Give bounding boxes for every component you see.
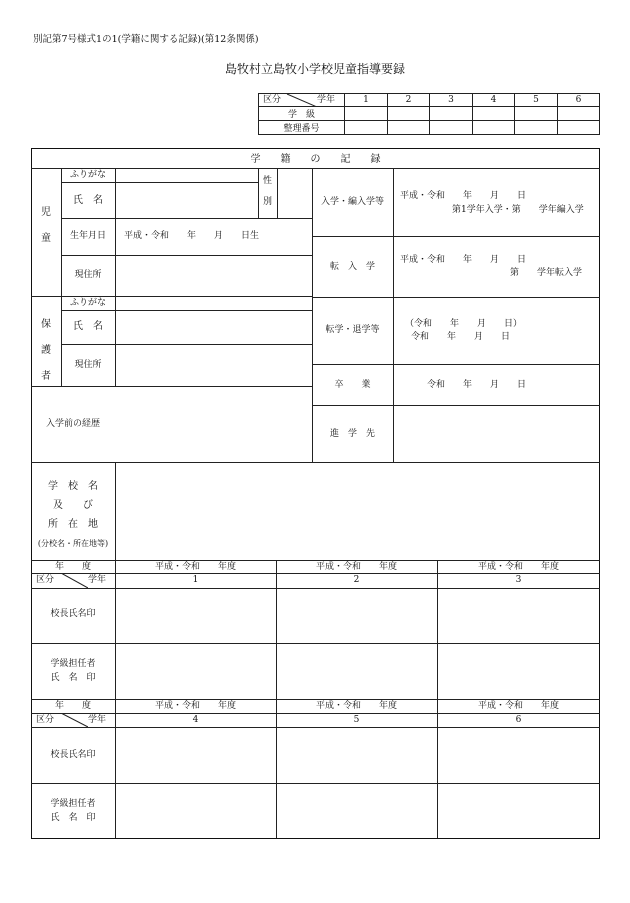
- admission-date: 平成・令和 年 月 日: [400, 191, 527, 201]
- number-cell[interactable]: [430, 121, 473, 135]
- sex-label-1: 性: [262, 176, 272, 186]
- number-cell[interactable]: [388, 121, 430, 135]
- kubun-label: 区分: [36, 575, 55, 585]
- child-name-label: 氏 名: [73, 195, 103, 206]
- grade-header: 4: [473, 94, 515, 107]
- teacher-label-line2: 氏 名 印: [50, 813, 96, 823]
- school-name-label: 学 校 名: [48, 481, 98, 492]
- gakunen-label: 学年: [317, 95, 336, 105]
- school-and-label: 及 び: [53, 500, 93, 511]
- transfer-out-label: 転学・退学等: [325, 325, 380, 335]
- year-label-2: 年 度: [54, 701, 91, 711]
- number-cell[interactable]: [345, 121, 388, 135]
- admission-label: 入学・編入学等: [320, 197, 384, 207]
- number-row-label: 整理番号: [259, 121, 345, 135]
- transfer-out-date-1: （令和 年 月 日）: [405, 319, 523, 329]
- transfer-in-label: 転 入 学: [329, 262, 375, 272]
- record-frame: [31, 148, 600, 839]
- transfer-in-grade: 第 学年転入学: [510, 268, 583, 278]
- number-cell[interactable]: [515, 121, 558, 135]
- teacher-label-line1: 学級担任者: [50, 799, 96, 809]
- class-cell[interactable]: [345, 107, 388, 121]
- gakunen-label: 学年: [88, 715, 107, 725]
- grade-header: 2: [388, 94, 430, 107]
- gakunen-label: 学年: [88, 575, 107, 585]
- page-title: 島牧村立島牧小学校児童指導要録: [224, 62, 405, 76]
- number-cell[interactable]: [473, 121, 515, 135]
- kubun-label: 区分: [36, 715, 55, 725]
- year-value: 平成・令和 年度: [315, 701, 397, 711]
- grade-number: 4: [192, 715, 199, 725]
- year-value: 平成・令和 年度: [477, 701, 559, 711]
- guardian-name-label: 氏 名: [73, 321, 103, 332]
- grade-number: 6: [515, 715, 522, 725]
- child-label: 児 童: [41, 207, 51, 244]
- child-furigana-label: ふりがな: [69, 170, 106, 180]
- guardian-label: 保 護 者: [41, 319, 51, 382]
- transfer-out-date-2: 令和 年 月 日: [411, 332, 511, 342]
- principal-seal-label: 校長氏名印: [50, 609, 96, 619]
- year-value: 平成・令和 年度: [154, 562, 236, 572]
- grade-number: 5: [353, 715, 360, 725]
- birth-value: 平成・令和 年 月 日生: [124, 231, 260, 241]
- transfer-in-date: 平成・令和 年 月 日: [400, 255, 527, 265]
- guardian-address-label: 現住所: [74, 360, 102, 370]
- school-sub-label: (分校名・所在地等): [37, 539, 109, 548]
- year-value: 平成・令和 年度: [154, 701, 236, 711]
- pre-enrollment-label: 入学前の経歴: [45, 419, 100, 429]
- school-address-label: 所 在 地: [48, 519, 98, 530]
- year-value: 平成・令和 年度: [477, 562, 559, 572]
- section-title: 学 籍 の 記 録: [250, 154, 381, 165]
- admission-grade: 第1学年入学・第 学年編入学: [452, 205, 584, 215]
- grade-number: 2: [353, 575, 360, 585]
- grade-number: 1: [192, 575, 199, 585]
- class-cell[interactable]: [558, 107, 600, 121]
- teacher-label-line1: 学級担任者: [50, 659, 96, 669]
- child-address-label: 現住所: [74, 270, 102, 280]
- graduation-date: 令和 年 月 日: [427, 380, 527, 390]
- birth-label: 生年月日: [69, 231, 106, 241]
- grade-header: 6: [558, 94, 600, 107]
- principal-seal-label: 校長氏名印: [50, 750, 96, 760]
- grade-table-corner: [259, 94, 345, 107]
- grade-number: 3: [515, 575, 522, 585]
- grade-table: [258, 93, 600, 135]
- number-cell[interactable]: [558, 121, 600, 135]
- class-cell[interactable]: [515, 107, 558, 121]
- graduation-label: 卒 業: [334, 380, 371, 390]
- class-cell[interactable]: [430, 107, 473, 121]
- teacher-label-line2: 氏 名 印: [50, 673, 96, 683]
- grade-header: 5: [515, 94, 558, 107]
- kubun-label: 区分: [263, 95, 282, 105]
- grade-header: 1: [345, 94, 388, 107]
- class-row-label: 学 級: [259, 107, 345, 121]
- next-school-label: 進 学 先: [329, 429, 375, 439]
- guardian-furigana-label: ふりがな: [69, 298, 106, 308]
- sex-label-2: 別: [262, 197, 272, 207]
- class-cell[interactable]: [388, 107, 430, 121]
- grade-header: 3: [430, 94, 473, 107]
- year-label-1: 年 度: [54, 562, 91, 572]
- year-value: 平成・令和 年度: [315, 562, 397, 572]
- form-reference-note: 別記第7号様式1の1(学籍に関する記録)(第12条関係): [33, 34, 259, 45]
- class-cell[interactable]: [473, 107, 515, 121]
